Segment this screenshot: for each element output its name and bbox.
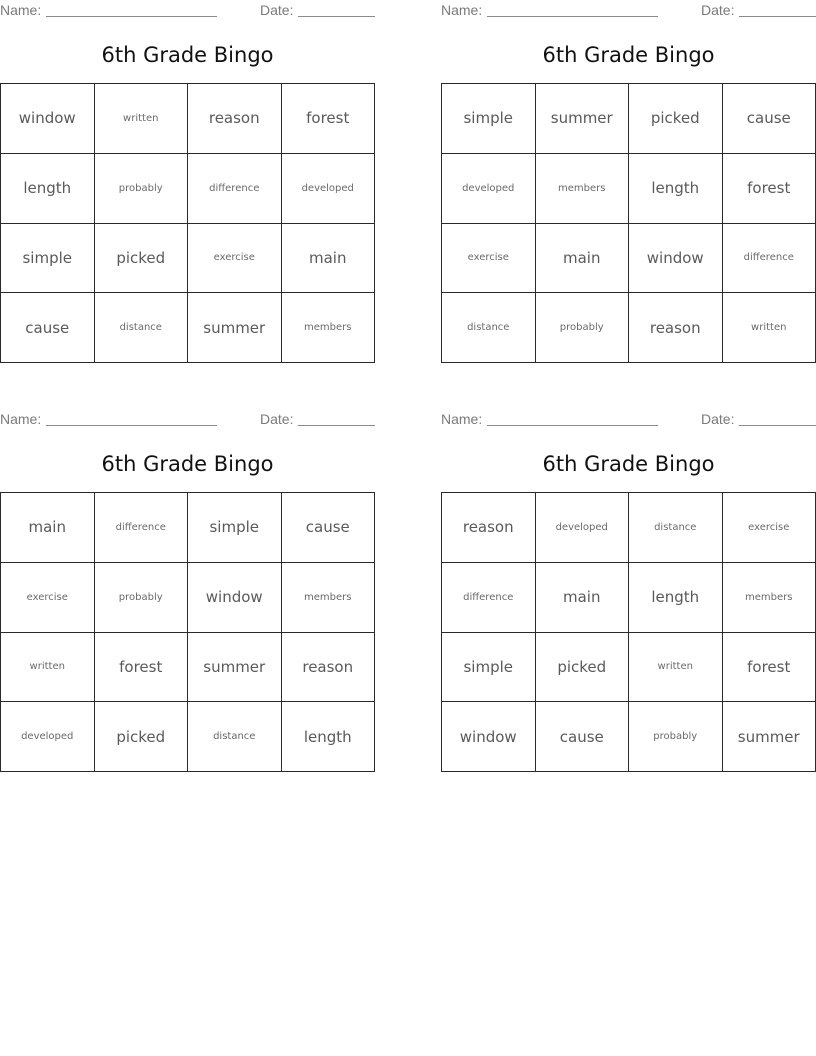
date-field-line[interactable] <box>298 16 375 17</box>
bingo-cell[interactable]: picked <box>95 224 189 294</box>
name-label: Name: <box>441 411 483 427</box>
bingo-cell[interactable]: distance <box>629 493 723 563</box>
name-field-line[interactable] <box>46 16 217 17</box>
bingo-cell[interactable]: length <box>282 702 376 772</box>
name-field-line[interactable] <box>46 425 217 426</box>
bingo-cell[interactable]: written <box>629 633 723 703</box>
bingo-cell[interactable]: cause <box>723 84 816 154</box>
bingo-cell[interactable]: forest <box>723 154 816 224</box>
bingo-cell[interactable]: difference <box>442 563 536 633</box>
bingo-grid <box>441 83 816 363</box>
bingo-cell[interactable]: distance <box>95 293 189 363</box>
bingo-cell[interactable]: length <box>629 563 723 633</box>
card-title: 6th Grade Bingo <box>101 452 274 476</box>
bingo-cell[interactable]: main <box>282 224 376 294</box>
bingo-cell[interactable]: developed <box>1 702 95 772</box>
bingo-cell[interactable]: cause <box>536 702 630 772</box>
bingo-cell[interactable]: written <box>1 633 95 703</box>
bingo-cell[interactable]: window <box>629 224 723 294</box>
bingo-cell[interactable]: reason <box>442 493 536 563</box>
date-field-line[interactable] <box>739 16 816 17</box>
bingo-cell[interactable]: simple <box>1 224 95 294</box>
bingo-cell[interactable]: forest <box>723 633 816 703</box>
bingo-cell[interactable]: reason <box>629 293 723 363</box>
bingo-cell[interactable]: probably <box>629 702 723 772</box>
bingo-cell[interactable]: window <box>1 84 95 154</box>
bingo-cell[interactable]: window <box>442 702 536 772</box>
card-title: 6th Grade Bingo <box>101 43 274 67</box>
bingo-cell[interactable]: summer <box>188 293 282 363</box>
card-header <box>0 409 375 429</box>
bingo-card-2 <box>441 0 816 364</box>
bingo-cell[interactable]: difference <box>95 493 189 563</box>
bingo-cell[interactable]: reason <box>188 84 282 154</box>
card-header <box>441 409 816 429</box>
name-field-line[interactable] <box>487 16 658 17</box>
bingo-grid <box>441 492 816 772</box>
card-title: 6th Grade Bingo <box>542 452 715 476</box>
bingo-cell[interactable]: members <box>282 563 376 633</box>
card-header <box>441 0 816 20</box>
bingo-cell[interactable]: probably <box>95 154 189 224</box>
bingo-cell[interactable]: exercise <box>723 493 816 563</box>
bingo-cell[interactable]: difference <box>723 224 816 294</box>
bingo-cell[interactable]: summer <box>188 633 282 703</box>
bingo-cell[interactable]: developed <box>442 154 536 224</box>
name-label: Name: <box>441 2 483 18</box>
bingo-cell[interactable]: main <box>536 224 630 294</box>
bingo-cell[interactable]: members <box>282 293 376 363</box>
bingo-cell[interactable]: picked <box>95 702 189 772</box>
bingo-cell[interactable]: length <box>1 154 95 224</box>
name-field-line[interactable] <box>487 425 658 426</box>
bingo-cell[interactable]: developed <box>282 154 376 224</box>
bingo-card-1 <box>0 0 375 364</box>
bingo-cell[interactable]: members <box>536 154 630 224</box>
bingo-cell[interactable]: forest <box>95 633 189 703</box>
name-label: Name: <box>0 2 42 18</box>
bingo-cell[interactable]: exercise <box>1 563 95 633</box>
bingo-cell[interactable]: summer <box>723 702 816 772</box>
bingo-cell[interactable]: members <box>723 563 816 633</box>
bingo-cell[interactable]: probably <box>95 563 189 633</box>
bingo-cell[interactable]: distance <box>442 293 536 363</box>
date-label: Date: <box>701 2 735 18</box>
bingo-cell[interactable]: picked <box>629 84 723 154</box>
bingo-card-3 <box>0 409 375 773</box>
bingo-cell[interactable]: cause <box>282 493 376 563</box>
card-header <box>0 0 375 20</box>
bingo-cell[interactable]: simple <box>188 493 282 563</box>
bingo-cell[interactable]: main <box>1 493 95 563</box>
bingo-cell[interactable]: forest <box>282 84 376 154</box>
date-label: Date: <box>260 411 294 427</box>
bingo-card-4 <box>441 409 816 773</box>
bingo-cell[interactable]: developed <box>536 493 630 563</box>
date-label: Date: <box>701 411 735 427</box>
bingo-cell[interactable]: distance <box>188 702 282 772</box>
date-field-line[interactable] <box>739 425 816 426</box>
date-field-line[interactable] <box>298 425 375 426</box>
bingo-cell[interactable]: length <box>629 154 723 224</box>
card-title: 6th Grade Bingo <box>542 43 715 67</box>
bingo-grid <box>0 83 375 363</box>
bingo-grid <box>0 492 375 772</box>
bingo-cell[interactable]: main <box>536 563 630 633</box>
bingo-cell[interactable]: probably <box>536 293 630 363</box>
date-label: Date: <box>260 2 294 18</box>
bingo-cell[interactable]: reason <box>282 633 376 703</box>
bingo-cell[interactable]: written <box>723 293 816 363</box>
bingo-cell[interactable]: exercise <box>442 224 536 294</box>
bingo-cell[interactable]: summer <box>536 84 630 154</box>
bingo-cell[interactable]: simple <box>442 84 536 154</box>
bingo-cell[interactable]: written <box>95 84 189 154</box>
bingo-cell[interactable]: simple <box>442 633 536 703</box>
bingo-cell[interactable]: difference <box>188 154 282 224</box>
bingo-cell[interactable]: cause <box>1 293 95 363</box>
bingo-cell[interactable]: exercise <box>188 224 282 294</box>
bingo-cell[interactable]: picked <box>536 633 630 703</box>
bingo-cell[interactable]: window <box>188 563 282 633</box>
name-label: Name: <box>0 411 42 427</box>
